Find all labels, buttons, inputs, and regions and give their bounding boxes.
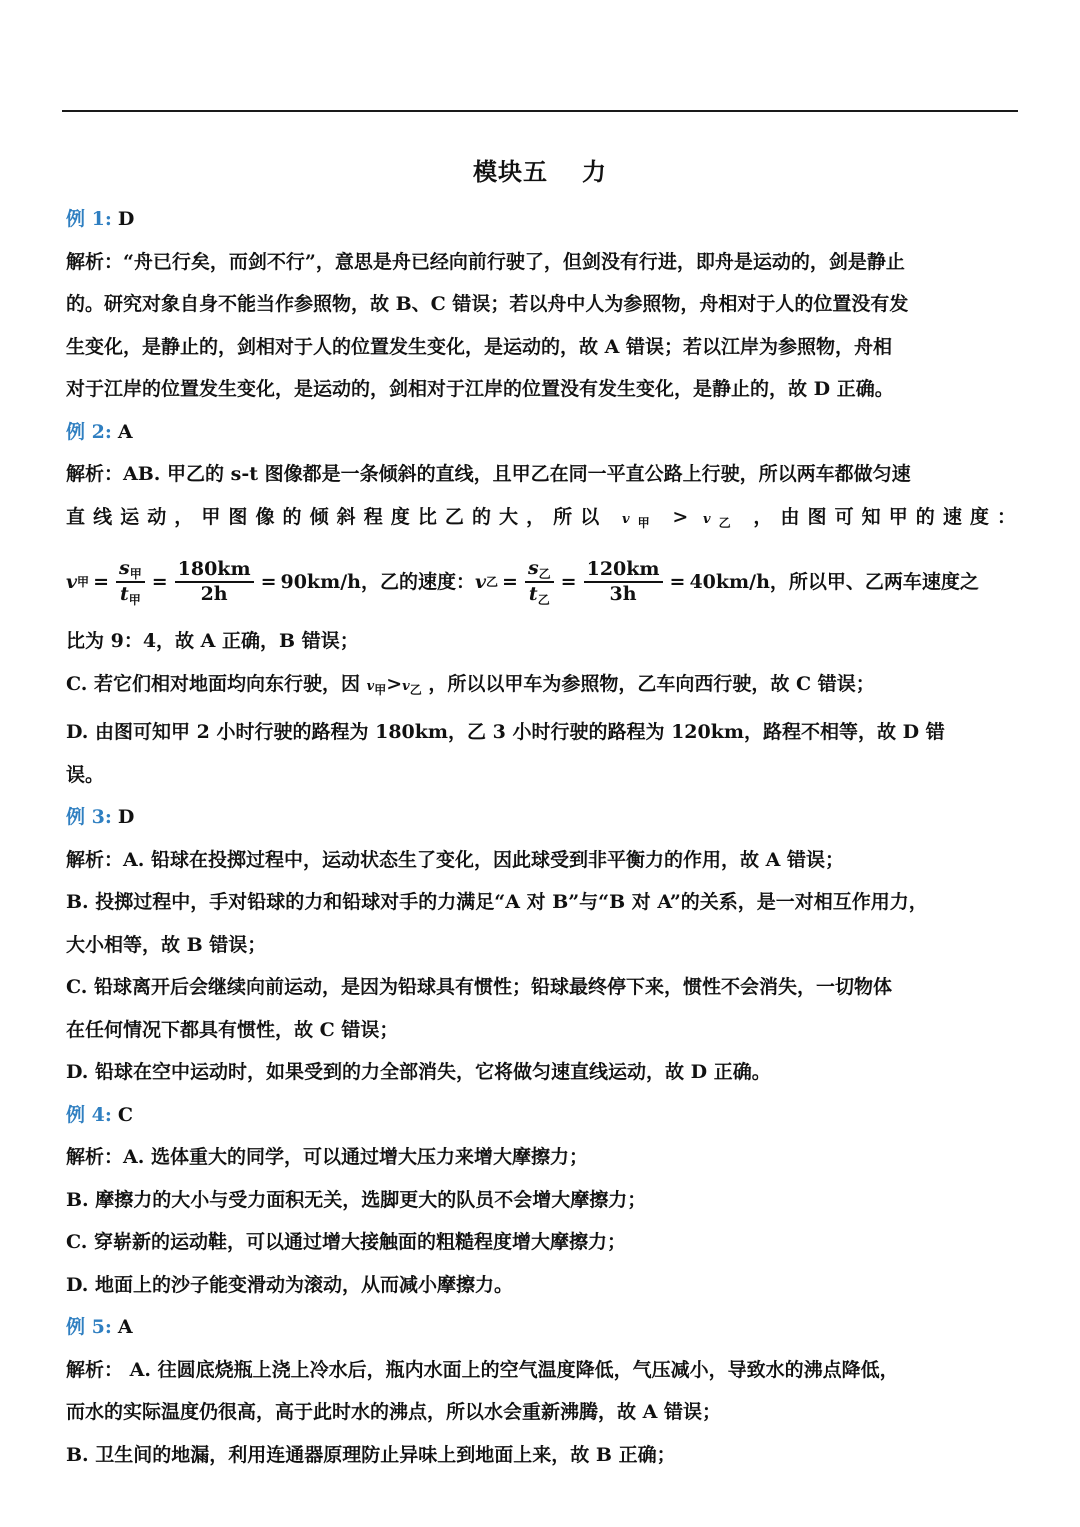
example-2-answer: A xyxy=(117,420,133,443)
subscript-yi: 乙 xyxy=(538,566,551,581)
example-2-label: 例 2: xyxy=(66,420,112,443)
example-2-line: 误。 xyxy=(66,763,105,786)
velocity-symbol: v xyxy=(402,678,410,694)
s-symbol: s xyxy=(118,556,130,579)
example-3-line: 在任何情况下都具有惯性，故 C 错误； xyxy=(66,1018,399,1041)
example-1-answer: D xyxy=(117,208,135,230)
example-5-heading xyxy=(66,1306,1016,1349)
text-fragment: ，所以甲、乙两车速度之 xyxy=(769,570,979,593)
t-symbol: t xyxy=(528,583,538,605)
denominator: 2h xyxy=(200,583,228,605)
example-3-line: 解析：A. 铅球在投掷过程中，运动状态生了变化，因此球受到非平衡力的作用，故 A 错误； xyxy=(66,848,844,871)
speed-result: 40km/h xyxy=(689,570,770,593)
velocity-subscript: 甲 xyxy=(374,682,387,697)
text-fragment: ，乙的速度： xyxy=(360,570,475,593)
example-1-label: 例 1: xyxy=(66,208,112,230)
example-2-line xyxy=(66,496,1016,545)
example-3-answer: D xyxy=(117,806,135,828)
equals-sign: = xyxy=(93,570,109,593)
example-5-line: 解析： A. 往圆底烧瓶上浇上冷水后，瓶内水面上的空气温度降低，气压减小，导致水的沸点降低， xyxy=(66,1358,899,1381)
numerator: 120km xyxy=(584,558,663,583)
v-symbol: v xyxy=(474,570,487,593)
example-2-line xyxy=(66,663,1016,712)
example-3-line: 大小相等，故 B 错误； xyxy=(66,933,267,956)
speed-result: 90km/h xyxy=(280,570,361,593)
text-fragment: ，所以以甲车为参照物，乙车向西行驶，故 C 错误； xyxy=(428,672,875,695)
example-4-line: D. 地面上的沙子能变滑动为滚动，从而减小摩擦力。 xyxy=(66,1273,514,1296)
header-rule xyxy=(62,110,1018,112)
fraction-s-over-t-jia xyxy=(116,557,145,608)
example-5-line: B. 卫生间的地漏，利用连通器原理防止异味上到地面上来，故 B 正确； xyxy=(66,1443,676,1466)
fraction-s-over-t-yi xyxy=(525,557,554,608)
example-2-line: D. 由图可知甲 2 小时行驶的路程为 180km，乙 3 小时行驶的路程为 120km，路程不相等，故 D 错 xyxy=(66,721,945,743)
denominator: 3h xyxy=(609,583,637,605)
text-fragment: ，由图可知甲的速度： xyxy=(753,505,1016,528)
example-4-answer: C xyxy=(117,1103,133,1126)
greater-than: > xyxy=(672,505,689,528)
equals-sign: = xyxy=(669,570,686,593)
example-4-line: 解析：A. 选体重大的同学，可以通过增大压力来增大摩擦力； xyxy=(66,1146,588,1168)
fraction-distance-over-time-2 xyxy=(584,558,663,606)
page-title xyxy=(0,152,1080,187)
example-4-heading xyxy=(66,1094,1016,1137)
speed-formula xyxy=(66,544,1016,620)
example-4-line: B. 摩擦力的大小与受力面积无关，选脚更大的队员不会增大摩擦力； xyxy=(66,1188,647,1211)
subscript-jia: 甲 xyxy=(129,566,142,581)
velocity-subscript: 乙 xyxy=(409,682,422,697)
text-fragment: C. 若它们相对地面均向东行驶，因 xyxy=(66,672,361,695)
example-5-answer: A xyxy=(117,1316,133,1338)
example-3-line: D. 铅球在空中运动时，如果受到的力全部消失，它将做匀速直线运动，故 D 正确。 xyxy=(66,1061,771,1083)
s-symbol: s xyxy=(527,556,539,579)
velocity-subscript: 乙 xyxy=(710,515,739,530)
subscript-jia: 甲 xyxy=(77,574,90,589)
title-subject: 力 xyxy=(582,157,607,186)
title-module: 模块五 xyxy=(473,157,548,186)
equals-sign: = xyxy=(502,570,518,593)
example-5-line: 而水的实际温度仍很高，高于此时水的沸点，所以水会重新沸腾，故 A 错误； xyxy=(66,1401,721,1423)
velocity-symbol: v xyxy=(702,511,711,527)
example-2-line: 比为 9：4，故 A 正确，B 错误； xyxy=(66,630,359,652)
example-3-label: 例 3: xyxy=(66,806,112,828)
example-1-line: 生变化，是静止的，剑相对于人的位置发生变化，是运动的，故 A 错误；若以江岸为参照物，舟相 xyxy=(66,335,892,358)
equals-sign: = xyxy=(260,570,277,593)
equals-sign: = xyxy=(151,570,168,593)
example-2-heading xyxy=(66,411,1016,454)
example-4-label: 例 4: xyxy=(66,1103,112,1126)
example-1-line: 对于江岸的位置发生变化，是运动的，剑相对于江岸的位置没有发生变化，是静止的，故 D 正确。 xyxy=(66,378,894,400)
velocity-subscript: 甲 xyxy=(629,515,658,530)
answer-content xyxy=(66,198,1016,1476)
equals-sign: = xyxy=(560,570,577,593)
example-2-line: 解析：AB. 甲乙的 s-t 图像都是一条倾斜的直线，且甲乙在同一平直公路上行驶，所以两车都做匀速 xyxy=(66,463,911,485)
example-1-heading xyxy=(66,198,1016,241)
text-fragment: 直线运动，甲图像的倾斜程度比乙的大，所以 xyxy=(66,505,608,528)
example-4-line: C. 穿崭新的运动鞋，可以通过增大接触面的粗糙程度增大摩擦力； xyxy=(66,1231,627,1253)
example-3-line: B. 投掷过程中，手对铅球的力和铅球对手的力满足“A 对 B”与“B 对 A”的关系，是一对相互作用力， xyxy=(66,891,928,913)
example-3-heading xyxy=(66,796,1016,839)
velocity-symbol: v xyxy=(366,678,375,694)
example-5-label: 例 5: xyxy=(66,1316,112,1338)
fraction-distance-over-time-1 xyxy=(175,558,254,606)
example-1-line: 的。研究对象自身不能当作参照物，故 B、C 错误；若以舟中人为参照物，舟相对于人的位置没有发 xyxy=(66,293,909,315)
subscript-yi: 乙 xyxy=(486,574,499,589)
subscript-yi: 乙 xyxy=(537,593,550,607)
greater-than: > xyxy=(386,672,403,695)
t-symbol: t xyxy=(119,583,129,605)
subscript-jia: 甲 xyxy=(128,593,141,607)
numerator: 180km xyxy=(175,558,254,583)
velocity-symbol: v xyxy=(621,511,630,527)
v-symbol: v xyxy=(66,570,78,593)
example-3-line: C. 铅球离开后会继续向前运动，是因为铅球具有惯性；铅球最终停下来，惯性不会消失，一切物体 xyxy=(66,976,893,998)
example-1-line: 解析：“舟已行矣，而剑不行”，意思是舟已经向前行驶了，但剑没有行进，即舟是运动的，剑是静止 xyxy=(66,250,905,273)
